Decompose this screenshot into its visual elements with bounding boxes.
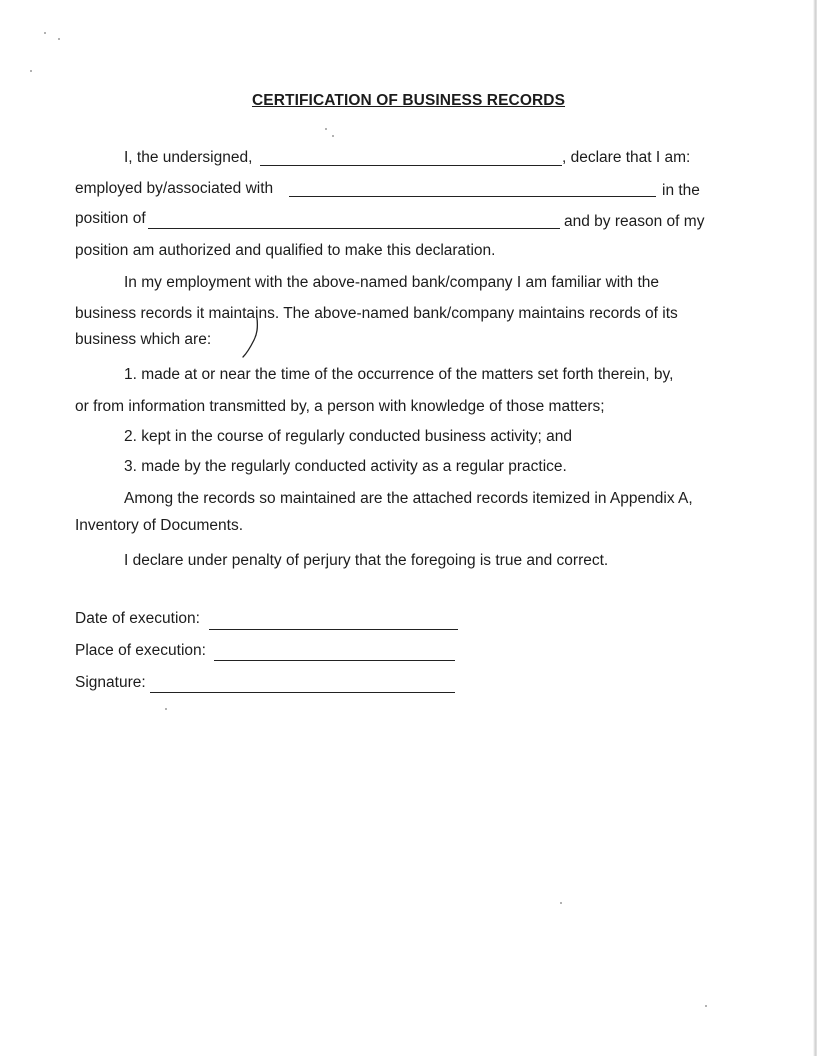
scan-speck [58,38,60,40]
criteria-item-1-line-1: 1. made at or near the time of the occurrence of the matters set forth therein, by, [124,366,674,383]
criteria-item-1-line-2: or from information transmitted by, a person with knowledge of those matters; [75,398,605,415]
declaration-line-1-end: , declare that I am: [562,149,691,166]
criteria-item-3: 3. made by the regularly conducted activity as a regular practice. [124,458,567,475]
signature-blank[interactable] [150,692,455,693]
declaration-line-3-end: and by reason of my [564,213,705,230]
declaration-line-2-end: in the [662,182,700,199]
scan-speck [332,135,334,137]
date-of-execution-label: Date of execution: [75,610,200,627]
records-line-2: Inventory of Documents. [75,517,243,534]
position-blank[interactable] [148,228,560,229]
declaration-line-1-start: I, the undersigned, [124,149,253,166]
declaration-line-4: position am authorized and qualified to make this declaration. [75,242,496,259]
records-line-1: Among the records so maintained are the attached records itemized in Appendix A, [124,490,693,507]
undersigned-name-blank[interactable] [260,165,562,166]
scan-speck [560,902,562,904]
familiarity-line-1: In my employment with the above-named bank/company I am familiar with the [124,274,659,291]
familiarity-line-3: business which are: [75,331,212,348]
place-of-execution-label: Place of execution: [75,642,206,659]
handwritten-check-mark-icon [236,316,266,360]
page-edge-shadow [813,0,817,1056]
document-title: CERTIFICATION OF BUSINESS RECORDS [251,92,566,109]
scan-speck [30,70,32,72]
signature-label: Signature: [75,674,146,691]
scan-speck [325,128,327,130]
scan-speck [165,708,167,710]
criteria-item-2: 2. kept in the course of regularly conducted business activity; and [124,428,573,445]
penalty-statement: I declare under penalty of perjury that the foregoing is true and correct. [124,552,609,569]
scan-speck [44,32,46,34]
familiarity-line-2: business records it maintains. The above-named bank/company maintains records of its [75,305,678,322]
place-of-execution-blank[interactable] [214,660,455,661]
scan-speck [705,1005,707,1007]
date-of-execution-blank[interactable] [209,629,458,630]
declaration-line-3-start: position of [75,210,146,227]
declaration-line-2-start: employed by/associated with [75,180,274,197]
employer-blank[interactable] [289,196,656,197]
